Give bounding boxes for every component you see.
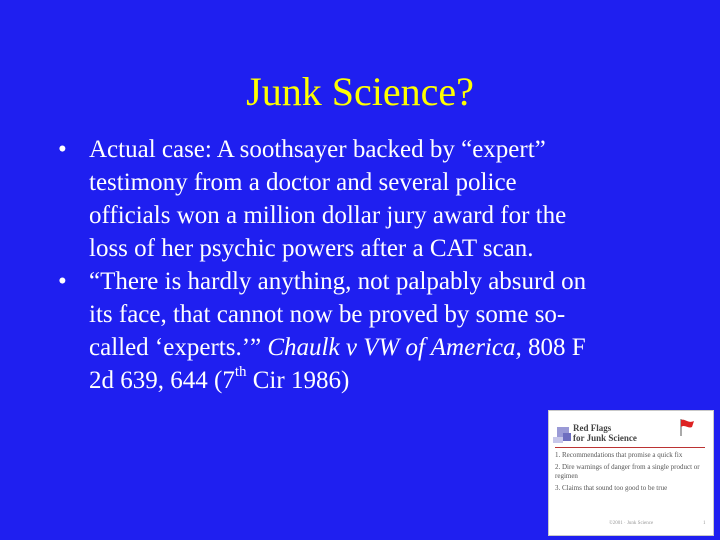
- red-flag-icon: [677, 417, 697, 437]
- bullet-list: [58, 133, 698, 397]
- red-flags-thumbnail: [548, 410, 714, 536]
- line-text: 2d 639, 644 (7: [89, 367, 235, 394]
- bullet-line: its face, that cannot now be proved by some so-: [89, 301, 566, 328]
- decorative-square: [563, 433, 571, 441]
- bullet-marker: •: [58, 268, 67, 295]
- bullet-line: [58, 364, 698, 397]
- bullet-item: [58, 265, 698, 397]
- case-citation-italic: Chaulk v VW of America,: [267, 334, 522, 361]
- thumbnail-subtitle: for Junk Science: [573, 433, 637, 443]
- thumbnail-rule: [555, 447, 705, 448]
- bullet-line: “There is hardly anything, not palpably absurd on: [89, 268, 587, 295]
- thumbnail-list: [555, 451, 707, 496]
- bullet-item: [58, 133, 698, 265]
- line-text: called ‘experts.’”: [89, 334, 268, 361]
- slide-title: Junk Science?: [246, 69, 474, 114]
- decorative-square: [553, 437, 563, 443]
- bullet-line: testimony from a doctor and several police: [89, 169, 517, 196]
- bullet-line: loss of her psychic powers after a CAT scan.: [89, 235, 534, 262]
- thumbnail-item: 3. Claims that sound too good to be true: [555, 484, 668, 492]
- bullet-line: [58, 331, 698, 364]
- thumbnail-footer: ©2001 · Junk Science: [609, 521, 654, 526]
- bullet-marker: •: [58, 136, 67, 163]
- thumbnail-item: 1. Recommendations that promise a quick fix: [555, 451, 683, 459]
- bullet-line: officials won a million dollar jury award for the: [89, 202, 567, 229]
- line-text: Cir 1986): [246, 367, 350, 394]
- thumbnail-item: 2. Dire warnings of danger from a single product or regimen: [555, 463, 700, 480]
- thumbnail-title: Red Flags: [573, 423, 612, 433]
- ordinal-superscript: th: [234, 363, 247, 380]
- bullet-line: Actual case: A soothsayer backed by “expert”: [89, 136, 546, 163]
- line-text: 808 F: [521, 334, 586, 361]
- thumbnail-page-number: 1: [703, 521, 706, 526]
